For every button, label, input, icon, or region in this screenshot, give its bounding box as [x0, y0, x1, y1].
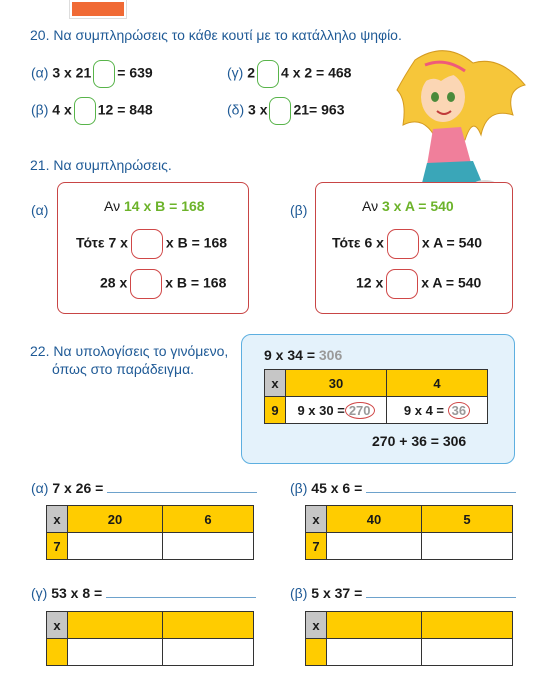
q21-b-row1-box[interactable]: [387, 229, 419, 259]
q21-a-label: (α): [31, 202, 49, 218]
q21-b-row1-pre: Τότε 6 x: [332, 234, 384, 251]
q22-d-head-x: x: [306, 612, 327, 639]
q22-b-expr: 45 x 6 =: [311, 480, 363, 496]
q21-a-if-word: Αν: [104, 198, 121, 214]
example-eq-result: 306: [318, 347, 343, 363]
q22-a-cell-1[interactable]: [68, 533, 163, 560]
q22-b-cell-2[interactable]: [422, 533, 513, 560]
example-sum: 270 + 36 = 306: [372, 433, 467, 449]
q22-a-head-1: 20: [68, 506, 163, 533]
q22-a-row-factor: 7: [47, 533, 68, 560]
q22-c-row-factor[interactable]: [47, 639, 68, 666]
q22-b-line: [290, 480, 516, 496]
q22-b-head-1: 40: [327, 506, 422, 533]
q22-c-label: (γ): [31, 585, 48, 601]
q21-b-row2: [356, 269, 481, 299]
example-cell-2-expr: 9 x 4 =: [403, 402, 445, 418]
q20-b-right: 12 = 848: [97, 101, 153, 118]
q21-b-row1-post: x A = 540: [421, 234, 482, 251]
q22-a-head-x: x: [47, 506, 68, 533]
q21-a-row2-post: x B = 168: [165, 274, 227, 291]
q21-b-if-word: Αν: [362, 198, 379, 214]
q22-a-grid: [46, 505, 254, 560]
q22-c-line: [31, 585, 256, 601]
q20-d-digit-box[interactable]: [269, 97, 291, 125]
q21-a-if-expr: 14 x B = 168: [123, 198, 205, 214]
example-equation: [264, 347, 342, 363]
q20-a-digit-box[interactable]: [93, 60, 115, 88]
q21-a-box: [57, 182, 249, 314]
q22-c-cell-2[interactable]: [163, 639, 254, 666]
q21-a-row2: [100, 269, 226, 299]
q21-b-row2-pre: 12 x: [356, 274, 384, 291]
girl-illustration: [375, 45, 535, 195]
q21-b-label: (β): [290, 202, 308, 218]
q22-c-head-x: x: [47, 612, 68, 639]
example-cell-2: [387, 397, 488, 424]
q20-c-label: (γ): [227, 64, 244, 81]
q20-d-right: 21= 963: [293, 101, 345, 118]
q21-title: 21. Να συμπληρώσεις.: [30, 157, 172, 173]
q21-b-box: [315, 182, 513, 314]
q21-a-row2-box[interactable]: [130, 269, 162, 299]
example-grid: [264, 369, 488, 424]
example-head-x: x: [265, 370, 286, 397]
q20-c-left: 2: [247, 64, 256, 81]
example-cell-1-val: 270: [345, 402, 375, 419]
q22-d-head-2[interactable]: [422, 612, 513, 639]
q22-d-cell-1[interactable]: [327, 639, 422, 666]
q21-b-if-line: [362, 198, 454, 214]
q22-c-answer-line[interactable]: [106, 585, 256, 598]
q22-a-expr: 7 x 26 =: [52, 480, 104, 496]
q21-a-row1-pre: Τότε 7 x: [76, 234, 128, 251]
q22-b-label: (β): [290, 480, 308, 496]
q20-a-right: = 639: [117, 64, 153, 81]
q22-title-line1: 22. Να υπολογίσεις το γινόμενο,: [30, 343, 229, 359]
q21-b-row1: [332, 229, 482, 259]
example-row-factor: 9: [265, 397, 286, 424]
q20-a: [31, 60, 153, 88]
example-box: [241, 334, 515, 464]
q22-c-head-1[interactable]: [68, 612, 163, 639]
q22-b-row-factor: 7: [306, 533, 327, 560]
q22-b-head-x: x: [306, 506, 327, 533]
q21-a-row2-pre: 28 x: [100, 274, 128, 291]
example-cell-2-val: 36: [448, 402, 470, 419]
q22-title-line2: όπως στο παράδειγμα.: [52, 361, 195, 377]
q22-d-cell-2[interactable]: [422, 639, 513, 666]
q22-c-cell-1[interactable]: [68, 639, 163, 666]
q22-d-label: (β): [290, 585, 308, 601]
q22-a-line: [31, 480, 257, 496]
q22-b-answer-line[interactable]: [366, 480, 516, 493]
q21-a-row1-post: x B = 168: [165, 234, 228, 251]
q20-c: [227, 60, 351, 88]
q20-title: 20. Να συμπληρώσεις το κάθε κουτί με το κατάλληλο ψηφίο.: [30, 27, 402, 43]
q20-b-label: (β): [31, 101, 49, 118]
q21-b-row2-post: x A = 540: [421, 274, 482, 291]
q20-d-label: (δ): [227, 101, 245, 118]
q21-b-if-expr: 3 x A = 540: [381, 198, 454, 214]
q22-d-head-1[interactable]: [327, 612, 422, 639]
q20-c-digit-box[interactable]: [257, 60, 279, 88]
q22-d-grid: [305, 611, 513, 666]
q21-a-row1: [76, 229, 227, 259]
q22-d-row-factor[interactable]: [306, 639, 327, 666]
example-cell-1: [286, 397, 387, 424]
q20-d: [227, 97, 344, 125]
example-head-2: 4: [387, 370, 488, 397]
q20-b-digit-box[interactable]: [74, 97, 96, 125]
q21-a-row1-box[interactable]: [131, 229, 163, 259]
q20-b: [31, 97, 153, 125]
q20-d-left: 3 x: [248, 101, 268, 118]
example-head-1: 30: [286, 370, 387, 397]
q22-a-cell-2[interactable]: [163, 533, 254, 560]
q22-a-head-2: 6: [163, 506, 254, 533]
q20-c-right: 4 x 2 = 468: [281, 64, 352, 81]
q22-d-answer-line[interactable]: [366, 585, 516, 598]
q22-a-label: (α): [31, 480, 49, 496]
example-eq-left: 9 x 34 =: [264, 347, 315, 363]
q22-b-grid: [305, 505, 513, 560]
q22-d-line: [290, 585, 516, 601]
q20-a-label: (α): [31, 64, 49, 81]
q21-b-row2-box[interactable]: [386, 269, 418, 299]
q20-a-left: 3 x 21: [52, 64, 92, 81]
q22-d-expr: 5 x 37 =: [311, 585, 363, 601]
q22-b-head-2: 5: [422, 506, 513, 533]
q22-b-cell-1[interactable]: [327, 533, 422, 560]
header-tab: [70, 0, 126, 18]
q22-c-grid: [46, 611, 254, 666]
q22-c-head-2[interactable]: [163, 612, 254, 639]
q22-c-expr: 53 x 8 =: [51, 585, 103, 601]
example-cell-1-expr: 9 x 30 =: [297, 402, 345, 418]
q22-a-answer-line[interactable]: [107, 480, 257, 493]
q20-b-left: 4 x: [52, 101, 72, 118]
q21-a-if-line: [104, 198, 205, 214]
